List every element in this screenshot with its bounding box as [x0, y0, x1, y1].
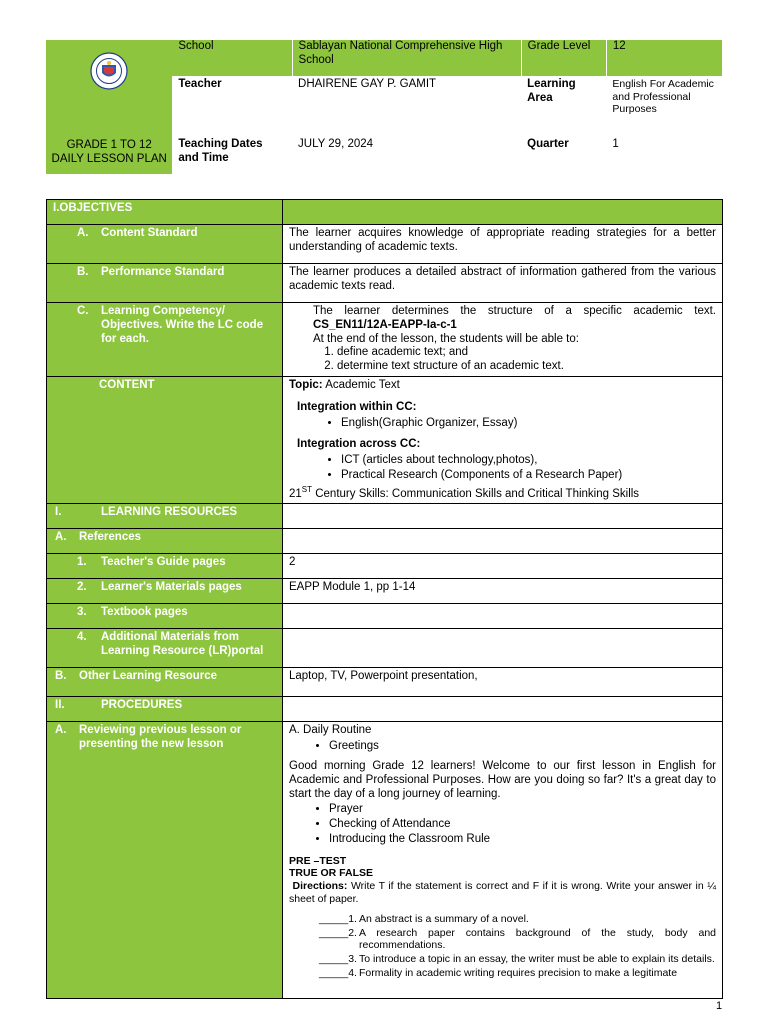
pretest-item: _____1. An abstract is a summary of a novel. [319, 913, 529, 926]
welcome-text: Good morning Grade 12 learners! Welcome to our first lesson in English for Academic and Professional Purposes. How are you doing so far? It's a great day to start the day of a long journey of learning. [289, 759, 716, 800]
learning-area-label: Learning Area [527, 78, 576, 104]
routine-list [289, 803, 716, 846]
teacher-label: Teacher [178, 78, 222, 90]
directions: Directions: Write T if the statement is correct and F if it is wrong. Write your answer in ¼ sheet of paper. [289, 879, 717, 905]
other-resource-label: B. Other Learning Resource [55, 670, 218, 683]
performance-standard-label: B. Performance Standard [77, 266, 225, 278]
additional-materials-row [47, 629, 723, 668]
routine-item: • Introducing the Classroom Rule [329, 833, 716, 847]
quarter-label: Quarter [527, 138, 569, 150]
across-cc-item: • Practical Research (Components of a Research Paper) [341, 469, 716, 483]
teachers-guide-value: 2 [283, 554, 723, 579]
competency-row [47, 303, 723, 377]
header-table [46, 40, 722, 174]
procedures-heading: II. PROCEDURES [55, 699, 183, 712]
review-row [47, 722, 723, 999]
teaching-dates-value: JULY 29, 2024 [298, 138, 374, 150]
across-cc-list [289, 454, 716, 483]
teaching-dates-label: Teaching Dates and Time [178, 138, 263, 164]
content-row [47, 376, 723, 503]
competency-text: The learner determines the structure of a specific academic text. [313, 305, 716, 317]
learners-materials-label: 2. Learner's Materials pages [77, 581, 242, 594]
learning-area-value: English For Academic and Professional Purposes [612, 78, 714, 116]
competency-list [313, 346, 716, 374]
school-label: School [172, 40, 292, 76]
deped-logo-cell [46, 40, 172, 174]
objectives-blank [283, 200, 723, 225]
objectives-row [47, 200, 723, 225]
competency-code: CS_EN11/12A-EAPP-Ia-c-1 [313, 318, 457, 331]
lesson-plan-title: GRADE 1 TO 12 DAILY LESSON PLAN [51, 139, 167, 166]
pretest-items [289, 913, 716, 979]
across-cc-label: Integration across CC: [297, 438, 421, 451]
page-number: 1 [716, 1000, 723, 1012]
topic-label: Topic: [289, 378, 323, 391]
learners-materials-value: EAPP Module 1, pp 1-14 [283, 579, 723, 604]
textbook-row [47, 604, 723, 629]
textbook-label: 3. Textbook pages [77, 606, 188, 619]
topic-value: Academic Text [325, 378, 400, 391]
across-cc-item: • ICT (articles about technology,photos), [341, 454, 716, 468]
pretest-item: _____4. Formality in academic writing requires precision to make a legitimate [319, 966, 678, 979]
century-skills: 21ST Century Skills: Communication Skills and Critical Thinking Skills [289, 484, 640, 500]
grade-level-label: Grade Level [521, 40, 606, 76]
deped-seal-icon [90, 52, 128, 90]
performance-standard-row [47, 264, 723, 303]
routine-item: • Checking of Attendance [329, 818, 716, 832]
daily-routine: A. Daily Routine [289, 724, 372, 737]
true-false-heading: TRUE OR FALSE [289, 867, 374, 880]
competency-item: 1. define academic text; and [337, 346, 716, 360]
greetings-list [289, 740, 716, 754]
learners-materials-row [47, 579, 723, 604]
references-row [47, 529, 723, 554]
objectives-heading: I.OBJECTIVES [47, 200, 283, 225]
pretest-item: _____2. A research paper contains background of the study, body and recommendations. [319, 926, 716, 952]
learning-resources-heading: I. LEARNING RESOURCES [55, 506, 238, 519]
teacher-value: DHAIRENE GAY P. GAMIT [298, 78, 437, 90]
content-label: CONTENT [99, 378, 155, 391]
pretest-heading: PRE –TEST [289, 854, 347, 867]
within-cc-list [289, 417, 716, 431]
competency-label: C. Learning Competency/ Objectives. Write the LC code for each. [77, 305, 264, 345]
references-label: A. References [55, 531, 142, 544]
within-cc-label: Integration within CC: [297, 400, 417, 413]
teachers-guide-label: 1. Teacher's Guide pages [77, 556, 226, 569]
lesson-plan-table [46, 199, 723, 999]
school-value: Sablayan National Comprehensive High School [292, 40, 521, 76]
greetings-item: • Greetings [329, 740, 716, 754]
quarter-value: 1 [612, 138, 619, 150]
procedures-row [47, 697, 723, 722]
content-standard-label: A. Content Standard [77, 227, 198, 239]
review-label: A. Reviewing previous lesson or presenting the new lesson [55, 724, 242, 751]
competency-intro: At the end of the lesson, the students will be able to: [313, 332, 579, 345]
other-resource-value: Laptop, TV, Powerpoint presentation, [283, 668, 723, 697]
other-resource-row [47, 668, 723, 697]
additional-materials-label: 4. Additional Materials from Learning Resource (LR)portal [77, 631, 264, 658]
pretest-item: _____3. To introduce a topic in an essay, the writer must be able to explain its details. [319, 952, 715, 965]
competency-item: 2. determine text structure of an academic text. [337, 360, 716, 374]
performance-standard-text: The learner produces a detailed abstract of information gathered from the various academic texts read. [283, 264, 723, 303]
routine-item: • Prayer [329, 803, 716, 817]
grade-level-value: 12 [606, 40, 722, 76]
resources-row [47, 504, 723, 529]
teachers-guide-row [47, 554, 723, 579]
within-cc-item: • English(Graphic Organizer, Essay) [341, 417, 716, 431]
content-standard-row [47, 225, 723, 264]
content-standard-text: The learner acquires knowledge of appropriate reading strategies for a better understanding of academic texts. [283, 225, 723, 264]
